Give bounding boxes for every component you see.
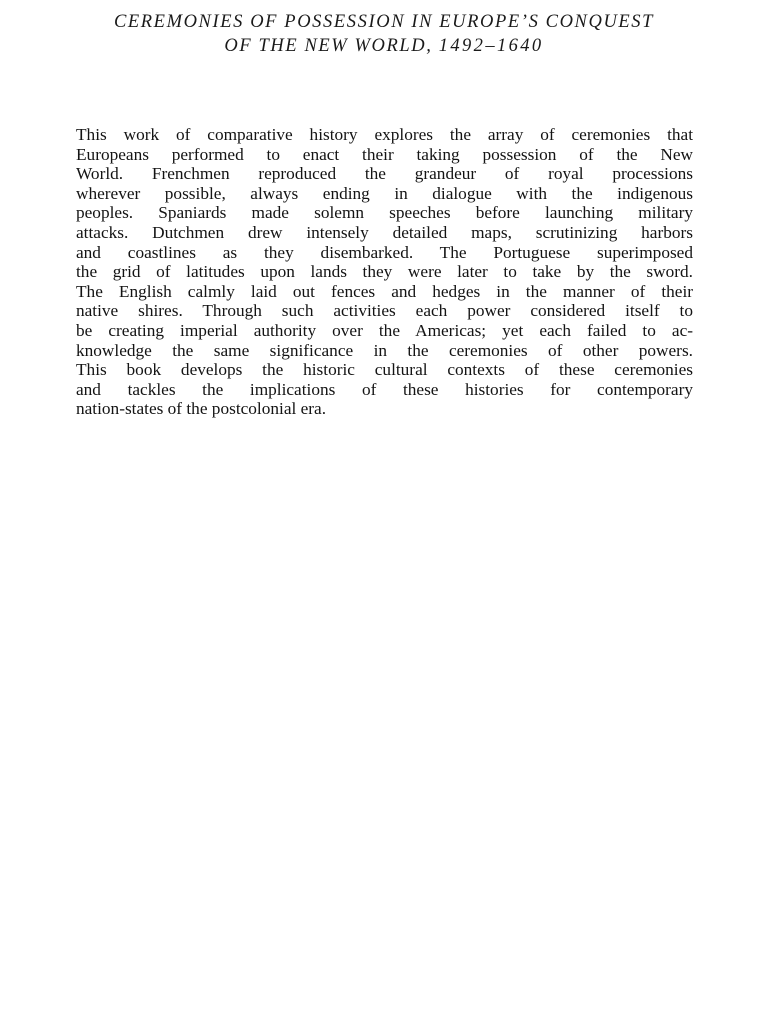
title-years: 1492–1640 xyxy=(438,36,544,56)
description-line: This book develops the historic cultural contexts of these ceremonies xyxy=(76,360,693,380)
description-line: World. Frenchmen reproduced the grandeur of royal processions xyxy=(76,164,693,184)
description-line: and coastlines as they disembarked. The Portuguese superimposed xyxy=(76,242,693,262)
description-line: nation-states of the postcolonial era. xyxy=(76,399,327,419)
description-line: The English calmly laid out fences and hedges in the manner of their xyxy=(76,281,693,301)
description-line: This work of comparative history explores the array of ceremonies that xyxy=(76,125,693,144)
description-line: knowledge the same significance in the ceremonies of other powers. xyxy=(76,340,693,360)
title-line-2 xyxy=(40,34,728,58)
title-line-2-text: OF THE NEW WORLD, xyxy=(224,36,439,56)
description-line: be creating imperial authority over the Americas; yet each failed to ac- xyxy=(76,320,693,340)
book-description xyxy=(76,125,693,419)
description-line: attacks. Dutchmen drew intensely detailed maps, scrutinizing harbors xyxy=(76,222,693,242)
book-title xyxy=(40,10,728,58)
description-line: peoples. Spaniards made solemn speeches before launching military xyxy=(76,203,693,223)
description-line: native shires. Through such activities each power considered itself to xyxy=(76,301,693,321)
description-line: the grid of latitudes upon lands they were later to take by the sword. xyxy=(76,262,693,282)
title-line-1: CEREMONIES OF POSSESSION IN EUROPE’S CONQUEST xyxy=(113,12,655,32)
description-line: and tackles the implications of these histories for contemporary xyxy=(76,379,693,399)
description-line: Europeans performed to enact their taking possession of the New xyxy=(76,144,693,164)
description-line: wherever possible, always ending in dialogue with the indigenous xyxy=(76,183,693,203)
